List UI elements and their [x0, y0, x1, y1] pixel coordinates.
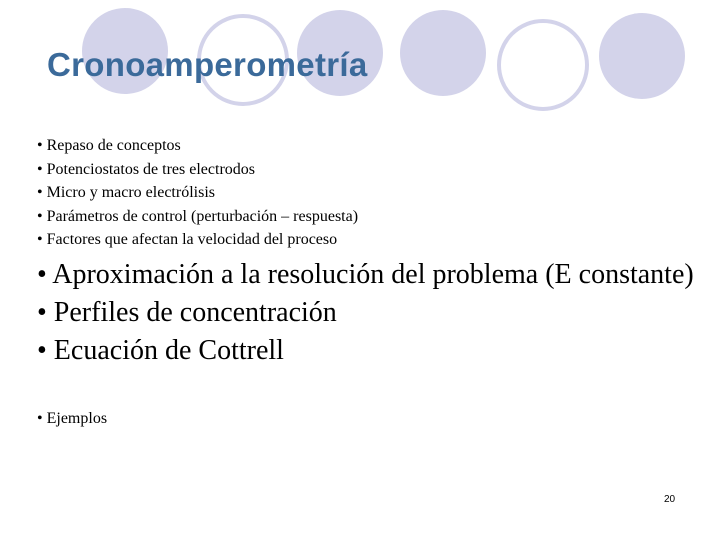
slide-title: Cronoamperometría [47, 46, 368, 83]
bullet-item: • Micro y macro electrólisis [37, 184, 215, 201]
bullet-item: • Potenciostatos de tres electrodos [37, 160, 255, 178]
bullet-item: • Factores que afectan la velocidad del proceso [37, 231, 338, 248]
examples-bullet-list [37, 407, 107, 430]
circle-shape [497, 19, 589, 111]
circle-shape [400, 10, 486, 96]
bullet-item: • Ecuación de Cottrell [37, 335, 284, 366]
bullet-item: • Aproximación a la resolución del problema (E constante) [37, 259, 694, 290]
page-number: 20 [664, 494, 676, 505]
circle-shape [599, 13, 685, 99]
bullet-item: • Perfiles de concentración [37, 297, 337, 328]
intro-bullet-list [37, 134, 358, 252]
bullet-item: • Parámetros de control (perturbación – respuesta) [37, 207, 359, 225]
main-bullet-list [37, 256, 707, 370]
bullet-item: • Ejemplos [37, 410, 108, 427]
bullet-item: • Repaso de conceptos [37, 137, 181, 154]
